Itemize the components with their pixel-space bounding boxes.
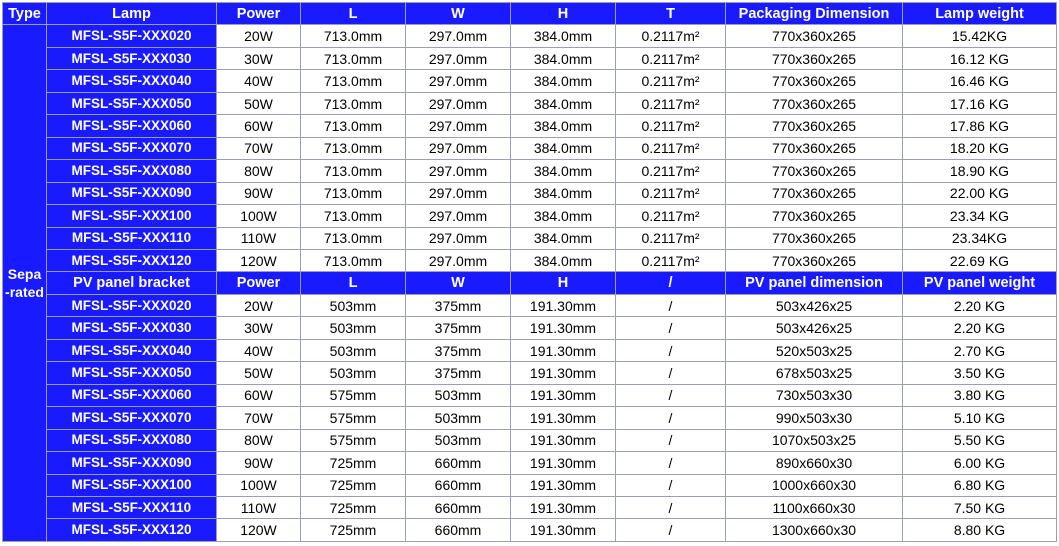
lamp-row bbox=[3, 70, 1057, 92]
lamp-cell-7: 15.42KG bbox=[903, 25, 1057, 47]
panel-cell-6: 1100x660x30 bbox=[726, 496, 903, 518]
panel-cell-2: 575mm bbox=[301, 407, 406, 429]
panel-cell-4: 191.30mm bbox=[511, 452, 616, 474]
lamp-cell-6: 770x360x265 bbox=[726, 137, 903, 159]
panel-cell-6: 730x503x30 bbox=[726, 384, 903, 406]
lamp-cell-6: 770x360x265 bbox=[726, 205, 903, 227]
lamp-row bbox=[3, 205, 1057, 227]
panel-cell-4: 191.30mm bbox=[511, 496, 616, 518]
panel-cell-3: 660mm bbox=[406, 519, 511, 542]
panel-cell-4: 191.30mm bbox=[511, 519, 616, 542]
panel-cell-4: 191.30mm bbox=[511, 317, 616, 339]
lamp-header-1: Power bbox=[217, 3, 301, 25]
lamp-cell-1: 110W bbox=[217, 227, 301, 249]
lamp-cell-1: 100W bbox=[217, 205, 301, 227]
panel-row bbox=[3, 429, 1057, 451]
lamp-cell-7: 22.69 KG bbox=[903, 249, 1057, 271]
lamp-row bbox=[3, 25, 1057, 47]
panel-header-6: PV panel dimension bbox=[726, 272, 903, 294]
panel-cell-5: / bbox=[616, 339, 726, 361]
panel-cell-5: / bbox=[616, 429, 726, 451]
panel-cell-3: 660mm bbox=[406, 474, 511, 496]
panel-cell-6: 503x426x25 bbox=[726, 294, 903, 316]
panel-cell-7: 7.50 KG bbox=[903, 496, 1057, 518]
type-label bbox=[3, 25, 47, 542]
lamp-cell-model: MFSL-S5F-XXX030 bbox=[47, 47, 217, 69]
lamp-cell-2: 713.0mm bbox=[301, 160, 406, 182]
panel-cell-3: 375mm bbox=[406, 362, 511, 384]
lamp-cell-1: 80W bbox=[217, 160, 301, 182]
lamp-cell-model: MFSL-S5F-XXX060 bbox=[47, 115, 217, 137]
lamp-cell-4: 384.0mm bbox=[511, 227, 616, 249]
lamp-cell-3: 297.0mm bbox=[406, 182, 511, 204]
lamp-cell-7: 16.12 KG bbox=[903, 47, 1057, 69]
panel-cell-2: 575mm bbox=[301, 429, 406, 451]
panel-cell-2: 503mm bbox=[301, 294, 406, 316]
lamp-cell-4: 384.0mm bbox=[511, 205, 616, 227]
panel-row bbox=[3, 519, 1057, 542]
lamp-cell-2: 713.0mm bbox=[301, 25, 406, 47]
lamp-cell-model: MFSL-S5F-XXX020 bbox=[47, 25, 217, 47]
lamp-cell-5: 0.2117m² bbox=[616, 227, 726, 249]
panel-cell-1: 20W bbox=[217, 294, 301, 316]
lamp-cell-4: 384.0mm bbox=[511, 137, 616, 159]
panel-cell-1: 70W bbox=[217, 407, 301, 429]
panel-cell-1: 120W bbox=[217, 519, 301, 542]
panel-cell-5: / bbox=[616, 317, 726, 339]
lamp-cell-model: MFSL-S5F-XXX090 bbox=[47, 182, 217, 204]
panel-cell-7: 3.80 KG bbox=[903, 384, 1057, 406]
lamp-cell-7: 23.34KG bbox=[903, 227, 1057, 249]
lamp-cell-2: 713.0mm bbox=[301, 115, 406, 137]
lamp-cell-model: MFSL-S5F-XXX110 bbox=[47, 227, 217, 249]
panel-cell-model: MFSL-S5F-XXX040 bbox=[47, 339, 217, 361]
lamp-cell-6: 770x360x265 bbox=[726, 249, 903, 271]
lamp-cell-6: 770x360x265 bbox=[726, 70, 903, 92]
lamp-cell-1: 40W bbox=[217, 70, 301, 92]
panel-header-5: / bbox=[616, 272, 726, 294]
panel-cell-model: MFSL-S5F-XXX060 bbox=[47, 384, 217, 406]
panel-cell-7: 5.50 KG bbox=[903, 429, 1057, 451]
lamp-cell-6: 770x360x265 bbox=[726, 182, 903, 204]
panel-cell-6: 520x503x25 bbox=[726, 339, 903, 361]
panel-cell-2: 503mm bbox=[301, 362, 406, 384]
type-label-line1: Sepa bbox=[7, 266, 42, 283]
panel-cell-3: 660mm bbox=[406, 496, 511, 518]
lamp-cell-6: 770x360x265 bbox=[726, 227, 903, 249]
panel-cell-2: 725mm bbox=[301, 519, 406, 542]
panel-header-4: H bbox=[511, 272, 616, 294]
panel-cell-1: 60W bbox=[217, 384, 301, 406]
lamp-cell-5: 0.2117m² bbox=[616, 25, 726, 47]
lamp-header-0: Lamp bbox=[47, 3, 217, 25]
lamp-cell-1: 20W bbox=[217, 25, 301, 47]
panel-cell-1: 100W bbox=[217, 474, 301, 496]
panel-row bbox=[3, 452, 1057, 474]
lamp-cell-3: 297.0mm bbox=[406, 25, 511, 47]
panel-cell-3: 503mm bbox=[406, 384, 511, 406]
lamp-cell-3: 297.0mm bbox=[406, 249, 511, 271]
panel-cell-6: 1070x503x25 bbox=[726, 429, 903, 451]
panel-cell-5: / bbox=[616, 362, 726, 384]
panel-cell-5: / bbox=[616, 452, 726, 474]
panel-cell-3: 375mm bbox=[406, 317, 511, 339]
spec-table-body bbox=[3, 3, 1057, 542]
panel-cell-4: 191.30mm bbox=[511, 384, 616, 406]
panel-header-3: W bbox=[406, 272, 511, 294]
lamp-cell-5: 0.2117m² bbox=[616, 249, 726, 271]
panel-cell-3: 660mm bbox=[406, 452, 511, 474]
panel-cell-3: 375mm bbox=[406, 294, 511, 316]
lamp-cell-4: 384.0mm bbox=[511, 92, 616, 114]
panel-cell-4: 191.30mm bbox=[511, 339, 616, 361]
lamp-cell-5: 0.2117m² bbox=[616, 182, 726, 204]
lamp-row bbox=[3, 47, 1057, 69]
panel-cell-model: MFSL-S5F-XXX090 bbox=[47, 452, 217, 474]
lamp-row bbox=[3, 115, 1057, 137]
lamp-cell-2: 713.0mm bbox=[301, 137, 406, 159]
lamp-cell-5: 0.2117m² bbox=[616, 70, 726, 92]
panel-cell-5: / bbox=[616, 407, 726, 429]
type-label-line2: -rated bbox=[5, 284, 44, 301]
lamp-cell-2: 713.0mm bbox=[301, 227, 406, 249]
lamp-cell-2: 713.0mm bbox=[301, 92, 406, 114]
panel-row bbox=[3, 474, 1057, 496]
panel-row bbox=[3, 384, 1057, 406]
panel-cell-model: MFSL-S5F-XXX030 bbox=[47, 317, 217, 339]
panel-row bbox=[3, 339, 1057, 361]
lamp-cell-4: 384.0mm bbox=[511, 160, 616, 182]
lamp-row bbox=[3, 227, 1057, 249]
lamp-cell-2: 713.0mm bbox=[301, 249, 406, 271]
lamp-cell-6: 770x360x265 bbox=[726, 25, 903, 47]
lamp-cell-1: 60W bbox=[217, 115, 301, 137]
lamp-cell-model: MFSL-S5F-XXX040 bbox=[47, 70, 217, 92]
panel-cell-6: 678x503x25 bbox=[726, 362, 903, 384]
panel-cell-5: / bbox=[616, 519, 726, 542]
lamp-cell-5: 0.2117m² bbox=[616, 47, 726, 69]
panel-cell-4: 191.30mm bbox=[511, 294, 616, 316]
lamp-cell-1: 120W bbox=[217, 249, 301, 271]
panel-cell-7: 2.70 KG bbox=[903, 339, 1057, 361]
lamp-header-4: H bbox=[511, 3, 616, 25]
lamp-cell-5: 0.2117m² bbox=[616, 115, 726, 137]
lamp-cell-1: 70W bbox=[217, 137, 301, 159]
lamp-cell-1: 90W bbox=[217, 182, 301, 204]
panel-cell-1: 30W bbox=[217, 317, 301, 339]
panel-cell-6: 1000x660x30 bbox=[726, 474, 903, 496]
lamp-cell-4: 384.0mm bbox=[511, 47, 616, 69]
panel-cell-6: 503x426x25 bbox=[726, 317, 903, 339]
panel-cell-model: MFSL-S5F-XXX110 bbox=[47, 496, 217, 518]
panel-cell-1: 110W bbox=[217, 496, 301, 518]
lamp-cell-7: 22.00 KG bbox=[903, 182, 1057, 204]
lamp-cell-3: 297.0mm bbox=[406, 137, 511, 159]
lamp-cell-1: 50W bbox=[217, 92, 301, 114]
spec-table bbox=[2, 2, 1057, 542]
panel-row bbox=[3, 496, 1057, 518]
lamp-cell-model: MFSL-S5F-XXX080 bbox=[47, 160, 217, 182]
lamp-header-5: T bbox=[616, 3, 726, 25]
lamp-cell-4: 384.0mm bbox=[511, 249, 616, 271]
lamp-cell-3: 297.0mm bbox=[406, 70, 511, 92]
lamp-cell-4: 384.0mm bbox=[511, 115, 616, 137]
lamp-cell-2: 713.0mm bbox=[301, 47, 406, 69]
panel-header-row bbox=[3, 272, 1057, 294]
panel-cell-3: 503mm bbox=[406, 429, 511, 451]
panel-cell-2: 575mm bbox=[301, 384, 406, 406]
lamp-cell-4: 384.0mm bbox=[511, 70, 616, 92]
lamp-row bbox=[3, 160, 1057, 182]
panel-header-1: Power bbox=[217, 272, 301, 294]
panel-cell-2: 503mm bbox=[301, 339, 406, 361]
lamp-row bbox=[3, 137, 1057, 159]
panel-cell-1: 40W bbox=[217, 339, 301, 361]
panel-header-7: PV panel weight bbox=[903, 272, 1057, 294]
panel-cell-model: MFSL-S5F-XXX100 bbox=[47, 474, 217, 496]
lamp-cell-6: 770x360x265 bbox=[726, 92, 903, 114]
panel-cell-1: 50W bbox=[217, 362, 301, 384]
panel-cell-model: MFSL-S5F-XXX050 bbox=[47, 362, 217, 384]
lamp-cell-model: MFSL-S5F-XXX050 bbox=[47, 92, 217, 114]
panel-cell-model: MFSL-S5F-XXX020 bbox=[47, 294, 217, 316]
lamp-cell-7: 18.90 KG bbox=[903, 160, 1057, 182]
panel-cell-3: 375mm bbox=[406, 339, 511, 361]
lamp-header-2: L bbox=[301, 3, 406, 25]
panel-cell-2: 503mm bbox=[301, 317, 406, 339]
panel-cell-6: 1300x660x30 bbox=[726, 519, 903, 542]
lamp-cell-2: 713.0mm bbox=[301, 205, 406, 227]
panel-cell-7: 6.80 KG bbox=[903, 474, 1057, 496]
lamp-cell-model: MFSL-S5F-XXX100 bbox=[47, 205, 217, 227]
lamp-cell-5: 0.2117m² bbox=[616, 205, 726, 227]
lamp-row bbox=[3, 92, 1057, 114]
panel-cell-5: / bbox=[616, 474, 726, 496]
panel-cell-5: / bbox=[616, 384, 726, 406]
panel-cell-7: 5.10 KG bbox=[903, 407, 1057, 429]
panel-cell-5: / bbox=[616, 294, 726, 316]
lamp-cell-6: 770x360x265 bbox=[726, 47, 903, 69]
lamp-cell-4: 384.0mm bbox=[511, 25, 616, 47]
lamp-cell-5: 0.2117m² bbox=[616, 92, 726, 114]
panel-cell-6: 890x660x30 bbox=[726, 452, 903, 474]
lamp-cell-model: MFSL-S5F-XXX120 bbox=[47, 249, 217, 271]
lamp-cell-2: 713.0mm bbox=[301, 70, 406, 92]
panel-cell-7: 2.20 KG bbox=[903, 294, 1057, 316]
panel-cell-1: 80W bbox=[217, 429, 301, 451]
panel-cell-model: MFSL-S5F-XXX080 bbox=[47, 429, 217, 451]
panel-header-2: L bbox=[301, 272, 406, 294]
panel-cell-6: 990x503x30 bbox=[726, 407, 903, 429]
lamp-header-3: W bbox=[406, 3, 511, 25]
lamp-cell-7: 18.20 KG bbox=[903, 137, 1057, 159]
lamp-cell-7: 17.16 KG bbox=[903, 92, 1057, 114]
lamp-header-row bbox=[3, 3, 1057, 25]
lamp-cell-2: 713.0mm bbox=[301, 182, 406, 204]
lamp-cell-3: 297.0mm bbox=[406, 227, 511, 249]
panel-cell-7: 3.50 KG bbox=[903, 362, 1057, 384]
lamp-cell-1: 30W bbox=[217, 47, 301, 69]
panel-row bbox=[3, 317, 1057, 339]
panel-cell-model: MFSL-S5F-XXX120 bbox=[47, 519, 217, 542]
lamp-header-7: Lamp weight bbox=[903, 3, 1057, 25]
lamp-cell-model: MFSL-S5F-XXX070 bbox=[47, 137, 217, 159]
lamp-cell-5: 0.2117m² bbox=[616, 137, 726, 159]
panel-cell-3: 503mm bbox=[406, 407, 511, 429]
lamp-cell-7: 16.46 KG bbox=[903, 70, 1057, 92]
panel-row bbox=[3, 362, 1057, 384]
panel-cell-model: MFSL-S5F-XXX070 bbox=[47, 407, 217, 429]
panel-cell-4: 191.30mm bbox=[511, 429, 616, 451]
panel-row bbox=[3, 294, 1057, 316]
lamp-cell-6: 770x360x265 bbox=[726, 115, 903, 137]
panel-cell-7: 2.20 KG bbox=[903, 317, 1057, 339]
lamp-cell-6: 770x360x265 bbox=[726, 160, 903, 182]
panel-cell-4: 191.30mm bbox=[511, 407, 616, 429]
panel-cell-7: 6.00 KG bbox=[903, 452, 1057, 474]
panel-row bbox=[3, 407, 1057, 429]
lamp-cell-3: 297.0mm bbox=[406, 92, 511, 114]
lamp-cell-3: 297.0mm bbox=[406, 205, 511, 227]
panel-cell-4: 191.30mm bbox=[511, 474, 616, 496]
lamp-row bbox=[3, 182, 1057, 204]
panel-cell-2: 725mm bbox=[301, 452, 406, 474]
panel-cell-1: 90W bbox=[217, 452, 301, 474]
panel-cell-4: 191.30mm bbox=[511, 362, 616, 384]
panel-header-0: PV panel bracket bbox=[47, 272, 217, 294]
lamp-cell-3: 297.0mm bbox=[406, 47, 511, 69]
lamp-header-6: Packaging Dimension bbox=[726, 3, 903, 25]
lamp-row bbox=[3, 249, 1057, 271]
panel-cell-2: 725mm bbox=[301, 474, 406, 496]
lamp-cell-7: 23.34 KG bbox=[903, 205, 1057, 227]
lamp-cell-4: 384.0mm bbox=[511, 182, 616, 204]
panel-cell-5: / bbox=[616, 496, 726, 518]
type-header: Type bbox=[3, 3, 47, 25]
panel-cell-2: 725mm bbox=[301, 496, 406, 518]
lamp-cell-3: 297.0mm bbox=[406, 160, 511, 182]
panel-cell-7: 8.80 KG bbox=[903, 519, 1057, 542]
lamp-cell-5: 0.2117m² bbox=[616, 160, 726, 182]
lamp-cell-3: 297.0mm bbox=[406, 115, 511, 137]
lamp-cell-7: 17.86 KG bbox=[903, 115, 1057, 137]
